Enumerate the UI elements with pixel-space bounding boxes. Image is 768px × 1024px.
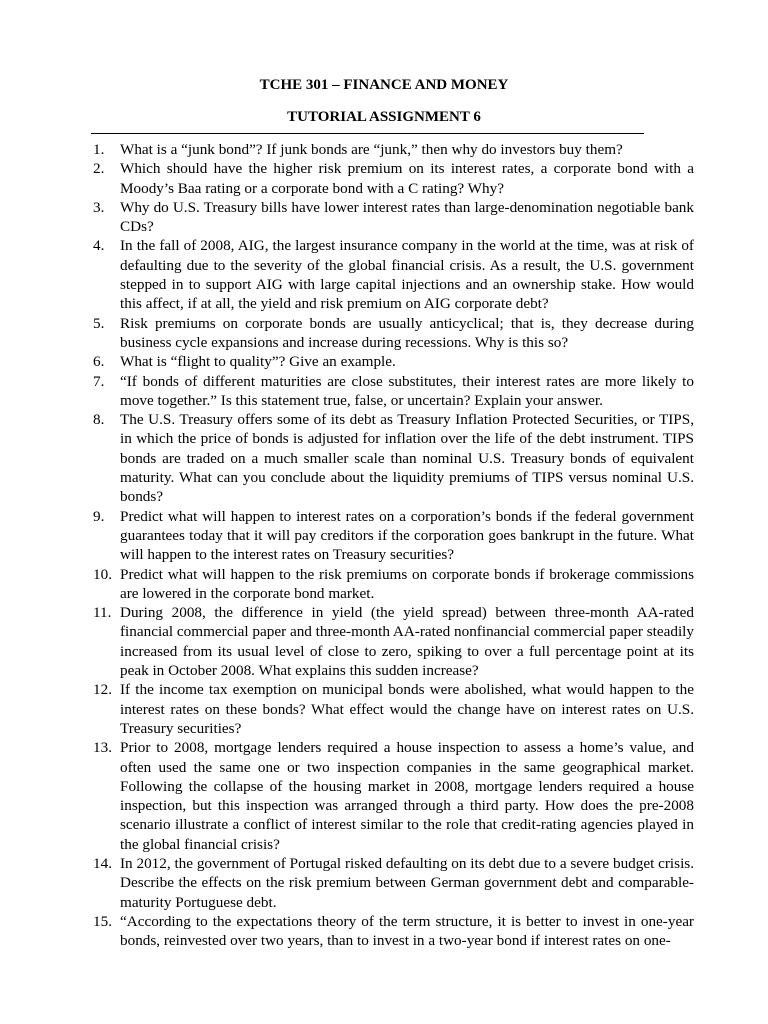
question-number: 6.	[93, 353, 105, 371]
question-item	[93, 912, 694, 951]
question-text: If the income tax exemption on municipal bonds were abolished, what would happen to the interest rates on these bonds? What effect would the change have on interest rates on U.S. Treasury securities?	[120, 681, 694, 737]
question-text: What is a “junk bond”? If junk bonds are “junk,” then why do investors buy them?	[120, 141, 623, 158]
question-item	[93, 854, 694, 912]
question-number: 5.	[93, 314, 105, 332]
question-text: In 2012, the government of Portugal risked defaulting on its debt due to a severe budget crisis. Describe the effects on the risk premium between German government debt and comparable-maturity Portuguese debt.	[120, 854, 694, 911]
question-number: 7.	[93, 372, 105, 390]
question-item	[93, 198, 694, 237]
question-text: Predict what will happen to the risk premiums on corporate bonds if brokerage commissions are lowered in the corporate bond market.	[120, 565, 694, 602]
course-title: TCHE 301 – FINANCE AND MONEY	[259, 77, 509, 93]
question-text: What is “flight to quality”? Give an example.	[120, 353, 396, 371]
question-text: “According to the expectations theory of the term structure, it is better to invest in one-year bonds, reinvested over two years, than to invest in a two-year bond if interest rates on one-	[120, 912, 694, 950]
question-list	[93, 140, 694, 950]
question-item	[93, 738, 694, 854]
question-text: Prior to 2008, mortgage lenders required a house inspection to assess a home’s value, and often used the same one or two inspection companies in the same geographical market. Following the collapse of the housing market in 2008, mortgage lenders required a house inspection, but this inspection was arranged through a third party. How does the pre-2008 scenario illustrate a conflict of interest similar to the role that credit-rating agencies played in the global financial crisis?	[120, 739, 694, 853]
question-text: In the fall of 2008, AIG, the largest insurance company in the world at the time, was at risk of defaulting due to the severity of the global financial crisis. As a result, the U.S. government stepped in to support AIG with large capital injections and an ownership stake. How would this affect, if at all, the yield and risk premium on AIG corporate debt?	[120, 237, 694, 313]
question-number: 8.	[93, 411, 105, 429]
question-item	[93, 352, 694, 371]
question-item	[93, 507, 694, 565]
question-text: Why do U.S. Treasury bills have lower interest rates than large-denomination negotiable bank CDs?	[120, 198, 694, 236]
question-item	[93, 680, 694, 738]
question-number: 11.	[93, 604, 112, 622]
question-text: The U.S. Treasury offers some of its debt as Treasury Inflation Protected Securities, or TIPS, in which the price of bonds is adjusted for inflation over the life of the debt instrument. TIPS bonds are traded on a much smaller scale than nominal U.S. Treasury bonds of equivalent maturity. What can you conclude about the liquidity premiums of TIPS versus nominal U.S. bonds?	[120, 411, 694, 506]
question-text: “If bonds of different maturities are close substitutes, their interest rates are more likely to move together.” Is this statement true, false, or uncertain? Explain your answer.	[120, 372, 694, 409]
question-number: 2.	[93, 160, 105, 178]
question-number: 13.	[93, 739, 112, 757]
question-item	[93, 603, 694, 680]
question-item	[93, 314, 694, 353]
question-number: 10.	[93, 565, 112, 583]
question-number: 15.	[93, 912, 112, 930]
question-item	[93, 372, 694, 411]
question-item	[93, 236, 694, 313]
question-number: 9.	[93, 507, 105, 525]
question-item	[93, 140, 694, 159]
question-item	[93, 159, 694, 198]
question-item	[93, 410, 694, 506]
question-text: During 2008, the difference in yield (the yield spread) between three-month AA-rated financial commercial paper and three-month AA-rated nonfinancial commercial paper steadily increased from its usual level of close to zero, spiking to over a full percentage point at its peak in October 2008. What explains this sudden increase?	[120, 604, 694, 680]
question-number: 3.	[93, 198, 105, 216]
question-text: Predict what will happen to interest rates on a corporation’s bonds if the federal government guarantees today that it will pay creditors if the corporation goes bankrupt in the future. What will happen to the interest rates on Treasury securities?	[120, 507, 694, 564]
assignment-title: TUTORIAL ASSIGNMENT 6	[287, 109, 481, 125]
title-divider	[91, 133, 644, 134]
question-number: 1.	[93, 141, 105, 158]
question-number: 14.	[93, 854, 112, 872]
question-item	[93, 565, 694, 604]
question-text: Risk premiums on corporate bonds are usually anticyclical; that is, they decrease during business cycle expansions and increase during recessions. Why is this so?	[120, 314, 694, 351]
question-number: 12.	[93, 681, 112, 699]
question-number: 4.	[93, 237, 105, 255]
question-text: Which should have the higher risk premium on its interest rates, a corporate bond with a Moody’s Baa rating or a corporate bond with a C rating? Why?	[120, 160, 694, 197]
